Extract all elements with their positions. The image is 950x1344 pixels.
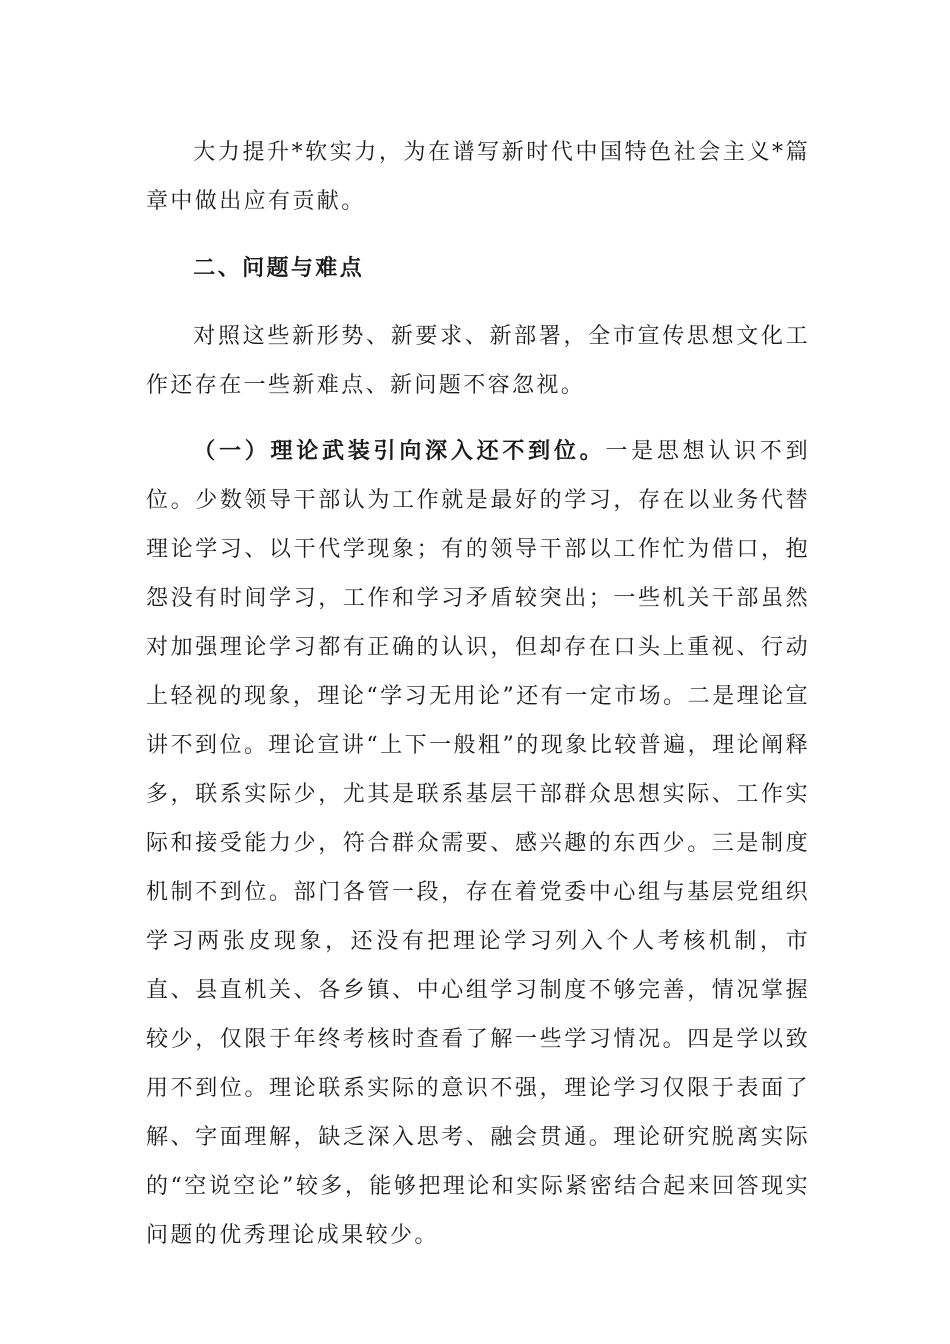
section-heading: 二、问题与难点 [193, 255, 365, 281]
document-body [146, 128, 810, 1260]
paragraph-2: 对照这些新形势、新要求、新部署，全市宣传思想文化工作还存在一些新难点、新问题不容忽视。 [146, 324, 810, 398]
paragraph-1: 大力提升*软实力，为在谱写新时代中国特色社会主义*篇章中做出应有贡献。 [146, 140, 810, 214]
paragraph-3-lead: （一）理论武装引向深入还不到位。 [193, 438, 606, 464]
paragraph-3 [146, 427, 810, 1260]
paragraph-3-body: 一是思想认识不到位。少数领导干部认为工作就是最好的学习，存在以业务代替理论学习、以干代学现象；有的领导干部以工作忙为借口，抱怨没有时间学习，工作和学习矛盾较突出；一些机关干部虽然对加强理论学习都有正确的认识，但却存在口头上重视、行动上轻视的现象，理论“学习无用论”还有一定市场。二是理论宣讲不到位。理论宣讲“上下一般粗”的现象比较普遍，理论阐释多，联系实际少，尤其是联系基层干部群众思想实际、工作实际和接受能力少，符合群众需要、感兴趣的东西少。三是制度机制不到位。部门各管一段，存在着党委中心组与基层党组织学习两张皮现象，还没有把理论学习列入个人考核机制，市直、县直机关、各乡镇、中心组学习制度不够完善，情况掌握较少，仅限于年终考核时查看了解一些学习情况。四是学以致用不到位。理论联系实际的意识不强，理论学习仅限于表面了解、字面理解，缺乏深入思考、融会贯通。理论研究脱离实际的“空说空论”较多，能够把理论和实际紧密结合起来回答现实问题的优秀理论成果较少。 [146, 439, 811, 1248]
